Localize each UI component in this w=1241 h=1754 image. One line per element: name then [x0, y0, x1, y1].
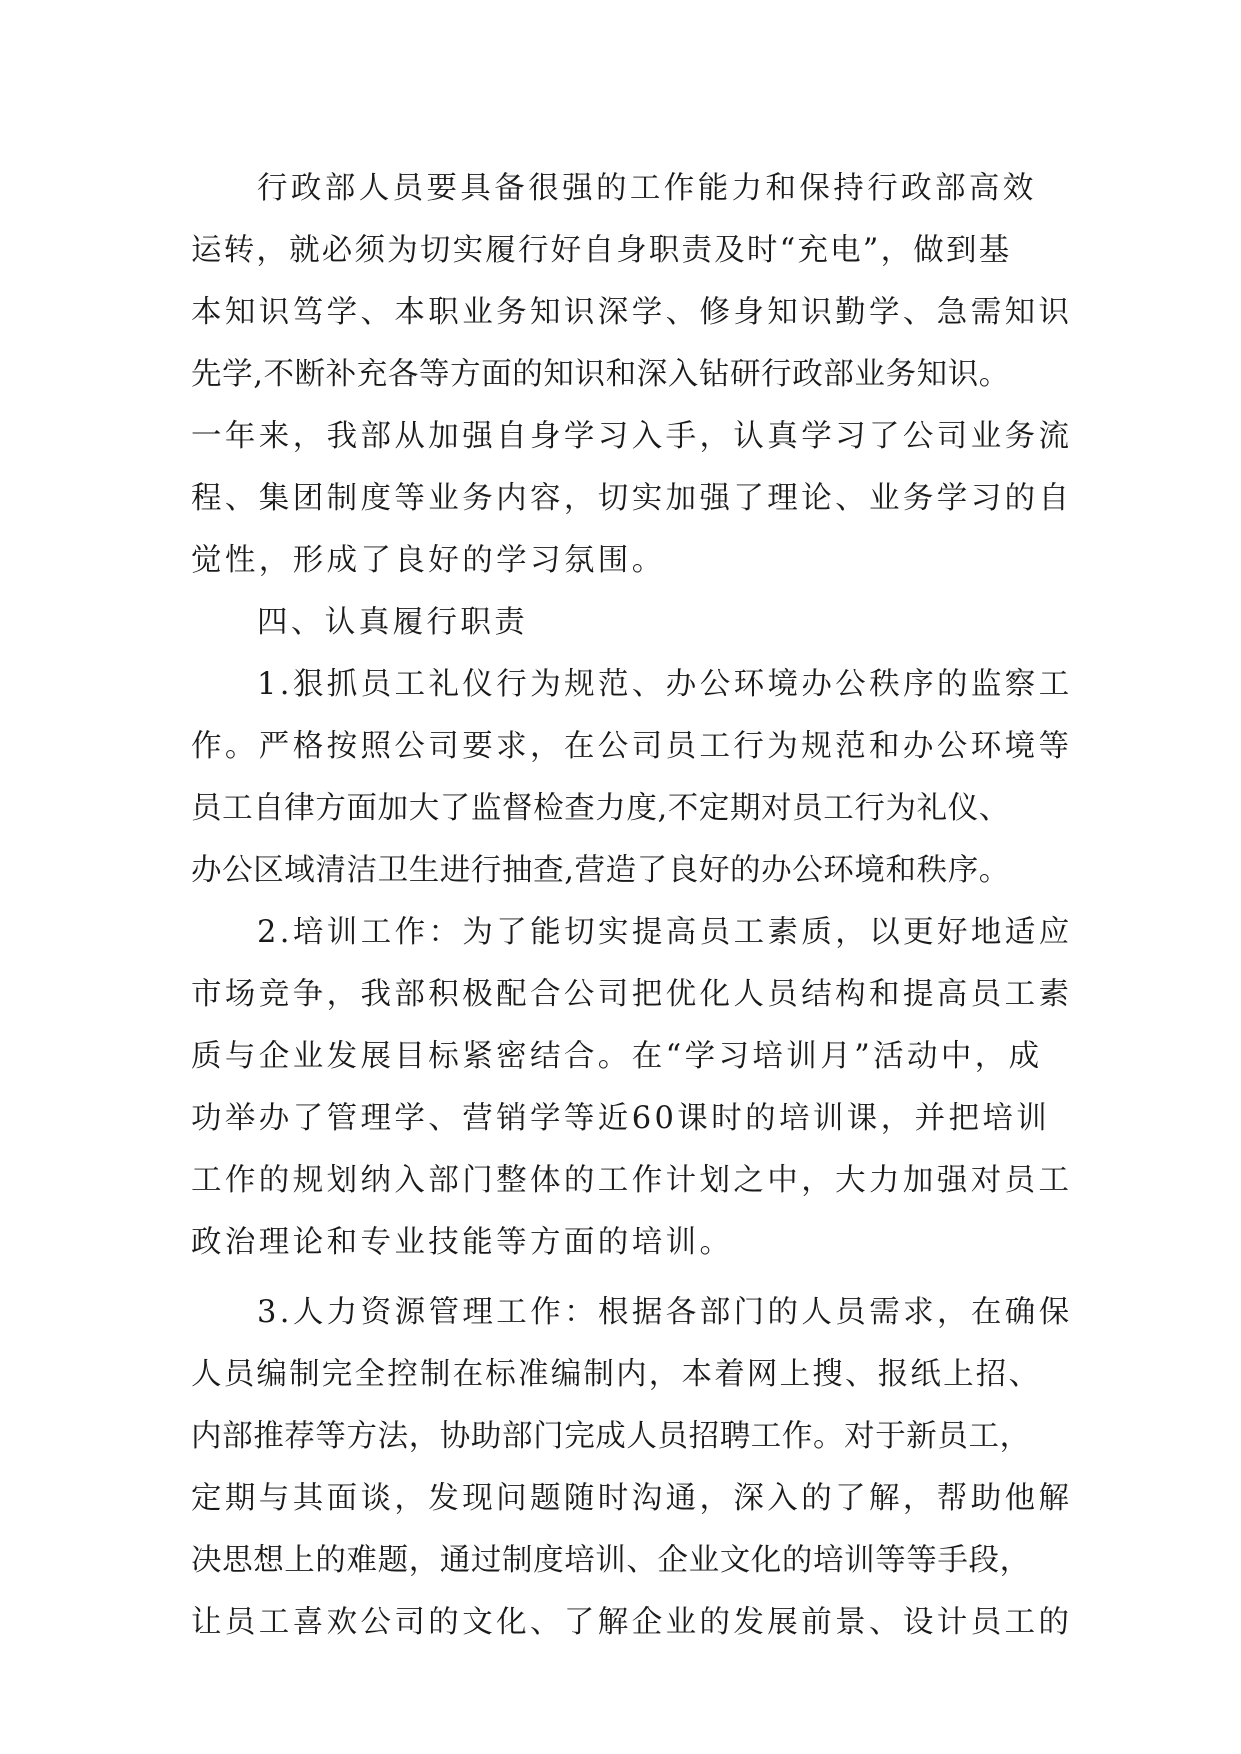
paragraph-line: 2.培训工作：为了能切实提高员工素质，以更好地适应 — [257, 915, 1073, 950]
paragraph-line: 作。严格按照公司要求，在公司员工行为规范和办公环境等 — [191, 729, 1073, 764]
paragraph-line: 一年来，我部从加强自身学习入手，认真学习了公司业务流 — [191, 419, 1073, 454]
paragraph-line: 运转，就必须为切实履行好自身职责及时“充电”，做到基 — [191, 233, 1012, 268]
paragraph-line: 决思想上的难题，通过制度培训、企业文化的培训等等手段， — [191, 1543, 1031, 1578]
paragraph-line: 本知识笃学、本职业务知识深学、修身知识勤学、急需知识 — [191, 295, 1073, 330]
paragraph-line: 1.狠抓员工礼仪行为规范、办公环境办公秩序的监察工 — [257, 667, 1073, 702]
paragraph-study — [191, 158, 1073, 592]
section-heading: 四、认真履行职责 — [257, 605, 529, 640]
paragraph-training — [191, 902, 1073, 1274]
paragraph-line: 政治理论和专业技能等方面的培训。 — [191, 1225, 734, 1260]
paragraph-line: 员工自律方面加大了监督检查力度,不定期对员工行为礼仪、 — [191, 791, 1010, 826]
document-body — [191, 158, 1073, 1654]
paragraph-line: 觉性，形成了良好的学习氛围。 — [191, 543, 666, 578]
paragraph-line: 办公区域清洁卫生进行抽查,营造了良好的办公环境和秩序。 — [191, 853, 1010, 888]
paragraph-line: 质与企业发展目标紧密结合。在“学习培训月”活动中，成 — [191, 1039, 1043, 1074]
paragraph-line: 程、集团制度等业务内容，切实加强了理论、业务学习的自 — [191, 481, 1073, 516]
paragraph-hr — [191, 1282, 1073, 1654]
paragraph-line: 让员工喜欢公司的文化、了解企业的发展前景、设计员工的 — [191, 1605, 1073, 1640]
paragraph-gap — [191, 1274, 1051, 1282]
paragraph-conduct — [191, 654, 1073, 902]
paragraph-line: 功举办了管理学、营销学等近60课时的培训课，并把培训 — [191, 1101, 1051, 1136]
paragraph-line: 行政部人员要具备很强的工作能力和保持行政部高效 — [257, 171, 1037, 206]
paragraph-line: 先学,不断补充各等方面的知识和深入钻研行政部业务知识。 — [191, 357, 1010, 392]
paragraph-line: 人员编制完全控制在标准编制内，本着网上搜、报纸上招、 — [191, 1357, 1042, 1392]
paragraph-line: 工作的规划纳入部门整体的工作计划之中，大力加强对员工 — [191, 1163, 1073, 1198]
paragraph-line: 3.人力资源管理工作：根据各部门的人员需求，在确保 — [257, 1295, 1073, 1330]
paragraph-line: 定期与其面谈，发现问题随时沟通，深入的了解，帮助他解 — [191, 1481, 1073, 1516]
paragraph-line: 市场竞争，我部积极配合公司把优化人员结构和提高员工素 — [191, 977, 1073, 1012]
paragraph-line: 内部推荐等方法，协助部门完成人员招聘工作。对于新员工， — [191, 1419, 1031, 1454]
